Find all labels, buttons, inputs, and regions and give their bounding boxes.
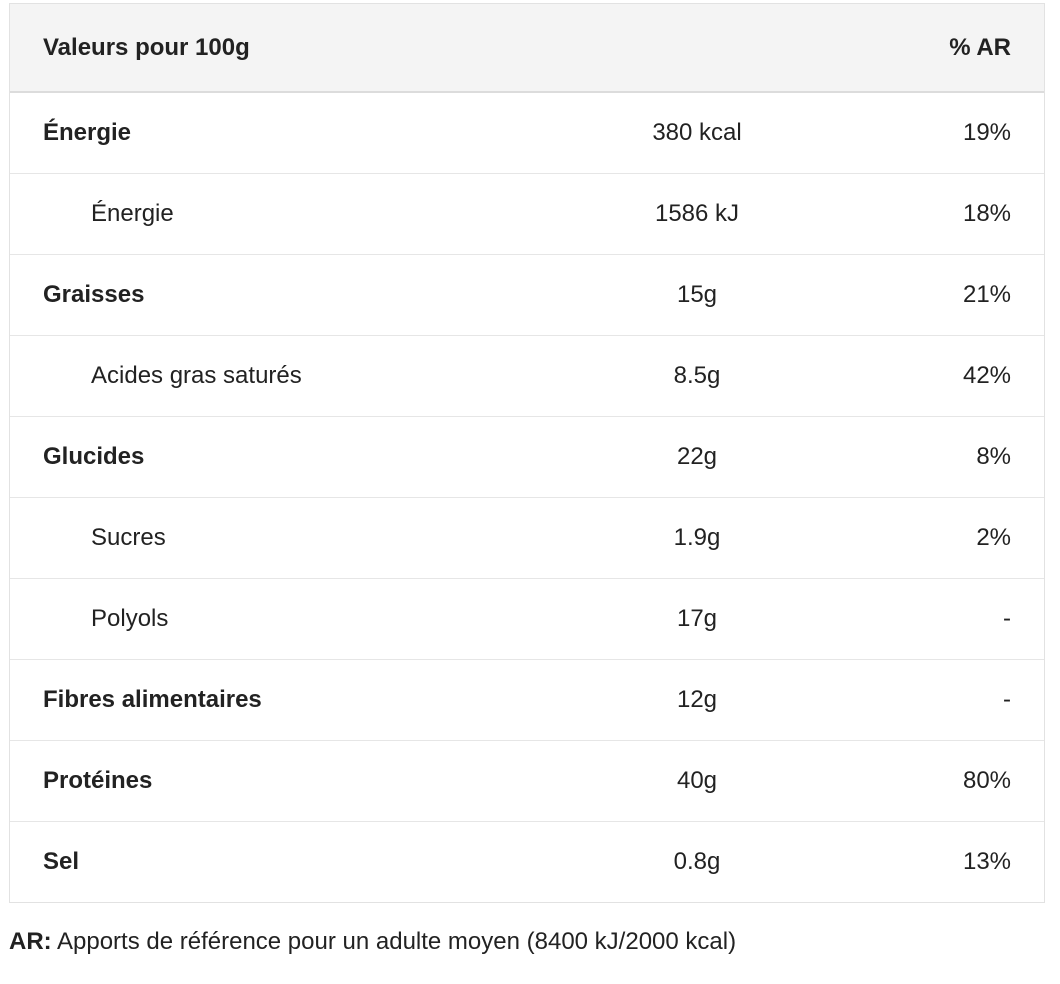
nutrient-value: 0.8g	[673, 847, 721, 875]
nutrient-value: 17g	[676, 604, 718, 632]
table-body	[10, 92, 1044, 902]
nutrient-pct: 80%	[962, 766, 1012, 794]
nutrient-name: Sel	[43, 847, 80, 875]
header-pct-label: % AR	[797, 4, 1044, 92]
nutrient-pct: 2%	[976, 523, 1012, 551]
nutrient-name: Acides gras saturés	[91, 361, 302, 389]
footnote-abbr: AR:	[9, 928, 52, 955]
nutrient-name: Énergie	[43, 118, 132, 146]
nutrient-name: Graisses	[43, 280, 145, 308]
nutrient-value: 1586 kJ	[654, 199, 740, 227]
nutrient-value: 12g	[676, 685, 718, 713]
nutrient-value: 40g	[676, 766, 718, 794]
nutrient-name: Énergie	[91, 199, 174, 227]
table-row	[10, 254, 1044, 335]
nutrient-value: 22g	[676, 442, 718, 470]
footnote	[9, 928, 736, 956]
nutrient-value: 15g	[676, 280, 718, 308]
nutrient-pct: 42%	[962, 361, 1012, 389]
nutrient-value: 380 kcal	[652, 118, 742, 146]
table-header	[10, 4, 1044, 92]
table-row	[10, 740, 1044, 821]
table-row	[10, 173, 1044, 254]
footnote-text: Apports de référence pour un adulte moyen (8400 kJ/2000 kcal)	[51, 928, 737, 955]
nutrient-name: Protéines	[43, 766, 153, 794]
table-row	[10, 335, 1044, 416]
nutrient-pct: 13%	[962, 847, 1012, 875]
nutrition-table	[9, 3, 1045, 903]
nutrient-pct: 8%	[976, 442, 1012, 470]
nutrient-pct: -	[1003, 604, 1012, 632]
nutrient-pct: 19%	[962, 118, 1012, 146]
header-label: Valeurs pour 100g	[10, 4, 797, 92]
nutrient-value: 8.5g	[673, 361, 721, 389]
table-row	[10, 821, 1044, 902]
nutrient-name: Fibres alimentaires	[43, 685, 262, 713]
nutrition-table-grid	[10, 4, 1044, 902]
table-row	[10, 659, 1044, 740]
table-row	[10, 92, 1044, 173]
nutrient-pct: 21%	[962, 280, 1012, 308]
nutrient-pct: 18%	[962, 199, 1012, 227]
header-row	[10, 4, 1044, 92]
nutrient-name: Glucides	[43, 442, 145, 470]
nutrient-value: 1.9g	[673, 523, 721, 551]
table-row	[10, 416, 1044, 497]
nutrient-name: Sucres	[91, 523, 166, 551]
nutrient-name: Polyols	[91, 604, 169, 632]
table-row	[10, 578, 1044, 659]
nutrient-pct: -	[1003, 685, 1012, 713]
table-row	[10, 497, 1044, 578]
